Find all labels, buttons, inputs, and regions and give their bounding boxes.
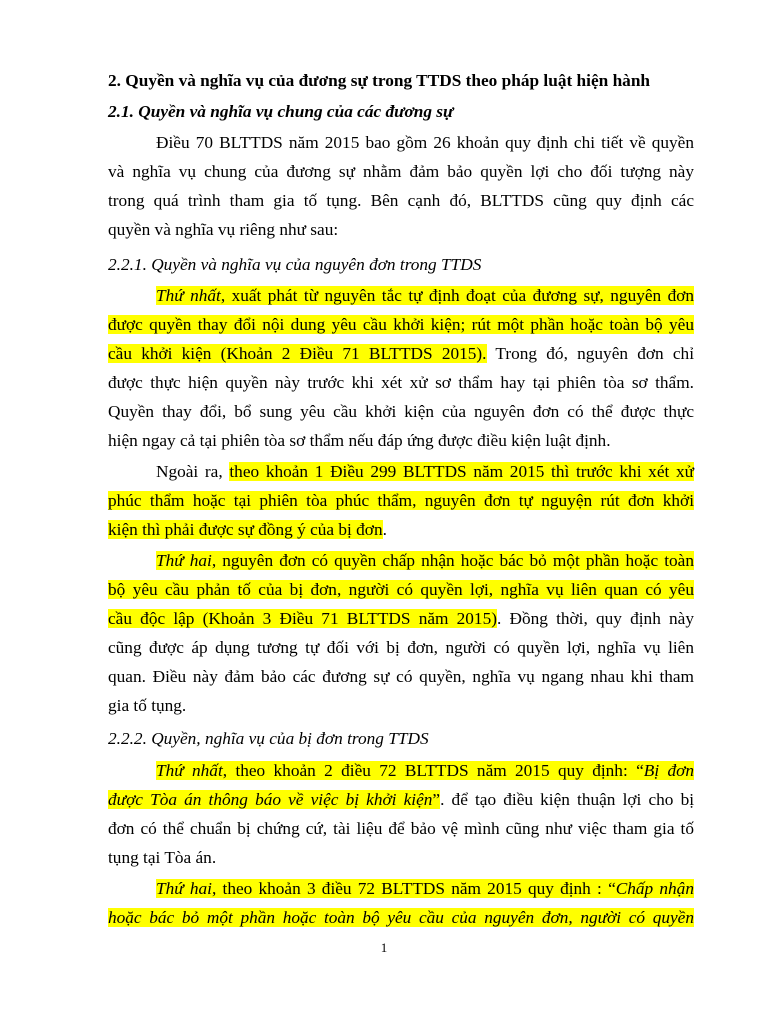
paragraph-4-line-5: quan. Điều này đảm bảo các đương sự có quyền, nghĩa vụ ngang nhau khi tham (108, 667, 694, 686)
page-number: 1 (380, 940, 388, 955)
highlighted-text: cầu khởi kiện (Khoản 2 Điều 71 BLTTDS 2015). (108, 344, 487, 363)
paragraph-1-line-2: và nghĩa vụ chung của đương sự nhằm đảm bảo quyền lợi cho đối tượng này (108, 162, 694, 181)
quoted-text: được Tòa án thông báo về việc bị khởi kiện (108, 790, 433, 809)
plain-text: . (382, 520, 387, 539)
paragraph-6-line-1 (156, 879, 694, 899)
plain-text: . để tạo điều kiện thuận lợi cho bị (440, 790, 695, 809)
paragraph-3-line-3 (108, 520, 694, 540)
paragraph-2-line-6: hiện ngay cả tại phiên tòa sơ thẩm nếu đáp ứng được điều kiện luật định. (108, 431, 611, 450)
paragraph-2-line-2 (108, 315, 694, 335)
section-heading-2-2-1: 2.2.1. Quyền và nghĩa vụ của nguyên đơn trong TTDS (108, 255, 482, 274)
highlighted-text: phúc thẩm hoặc tại phiên tòa phúc thẩm, nguyên đơn tự nguyện rút đơn khởi (108, 491, 694, 510)
section-heading-2-2-2: 2.2.2. Quyền, nghĩa vụ của bị đơn trong TTDS (108, 729, 429, 748)
highlighted-text: theo khoản 1 Điều 299 BLTTDS năm 2015 thì trước khi xét xử (229, 462, 694, 481)
paragraph-2-line-1 (156, 286, 694, 306)
highlighted-text: , theo khoản 3 điều 72 BLTTDS năm 2015 quy định : “ (211, 879, 616, 898)
plain-text: Ngoài ra, (156, 462, 230, 481)
paragraph-6-line-2 (108, 908, 694, 928)
highlighted-text: ” (432, 790, 441, 809)
paragraph-1-line-1: Điều 70 BLTTDS năm 2015 bao gồm 26 khoản quy định chi tiết về quyền (156, 133, 694, 152)
paragraph-5-line-2 (108, 790, 694, 810)
paragraph-5-line-4: tụng tại Tòa án. (108, 848, 217, 867)
highlighted-text: bộ yêu cầu phản tố của bị đơn, người có quyền lợi, nghĩa vụ liên quan có yêu (108, 580, 694, 599)
section-heading-2: 2. Quyền và nghĩa vụ của đương sự trong TTDS theo pháp luật hiện hành (108, 71, 651, 90)
paragraph-4-line-3 (108, 609, 694, 629)
section-heading-2-1: 2.1. Quyền và nghĩa vụ chung của các đương sự (108, 102, 454, 121)
highlighted-text: , nguyên đơn có quyền chấp nhận hoặc bác bỏ một phần hoặc toàn (211, 551, 694, 570)
highlighted-text: , xuất phát từ nguyên tắc tự định đoạt của đương sự, nguyên đơn (220, 286, 694, 305)
highlighted-text: , theo khoản 2 điều 72 BLTTDS năm 2015 quy định: “ (222, 761, 644, 780)
paragraph-4-line-1 (156, 551, 694, 571)
paragraph-1-line-3: trong quá trình tham gia tố tụng. Bên cạnh đó, BLTTDS cũng quy định các (108, 191, 694, 210)
paragraph-4-line-4: cũng được áp dụng tương tự đối với bị đơn, người có quyền lợi, nghĩa vụ liên (108, 638, 694, 657)
quoted-text: Chấp nhận (615, 879, 694, 898)
paragraph-5-line-1 (156, 761, 694, 781)
paragraph-2-line-5: Quyền thay đổi, bổ sung yêu cầu khởi kiện của nguyên đơn có thể được thực (108, 402, 694, 421)
quoted-text: hoặc bác bỏ một phần hoặc toàn bộ yêu cầu của nguyên đơn, người có quyền (108, 908, 694, 927)
paragraph-4-line-2 (108, 580, 694, 600)
paragraph-2-line-4: được thực hiện quyền này trước khi xét xử sơ thẩm hay tại phiên tòa sơ thẩm. (108, 373, 694, 392)
paragraph-4-line-6: gia tố tụng. (108, 696, 187, 715)
highlighted-text: kiện thì phải được sự đồng ý của bị đơn (108, 520, 383, 539)
emphasis-thu-nhat: Thứ nhất (156, 286, 221, 305)
paragraph-5-line-3: đơn có thể chuẩn bị chứng cứ, tài liệu để bảo vệ mình cũng như việc tham gia tố (108, 819, 694, 838)
highlighted-text: được quyền thay đổi nội dung yêu cầu khởi kiện; rút một phần hoặc toàn bộ yêu (108, 315, 694, 334)
highlighted-text: cầu độc lập (Khoản 3 Điều 71 BLTTDS năm 2015) (108, 609, 497, 628)
paragraph-3-line-2 (108, 491, 694, 511)
paragraph-2-line-3 (108, 344, 694, 364)
plain-text: . Đồng thời, quy định này (496, 609, 694, 628)
emphasis-thu-hai: Thứ hai (156, 551, 212, 570)
paragraph-1-line-4: quyền và nghĩa vụ riêng như sau: (108, 220, 339, 239)
emphasis-thu-hai: Thứ hai (156, 879, 212, 898)
plain-text: Trong đó, nguyên đơn chỉ (486, 344, 695, 363)
paragraph-3-line-1 (156, 462, 694, 482)
emphasis-thu-nhat: Thứ nhất (156, 761, 223, 780)
quoted-text: Bị đơn (643, 761, 694, 780)
